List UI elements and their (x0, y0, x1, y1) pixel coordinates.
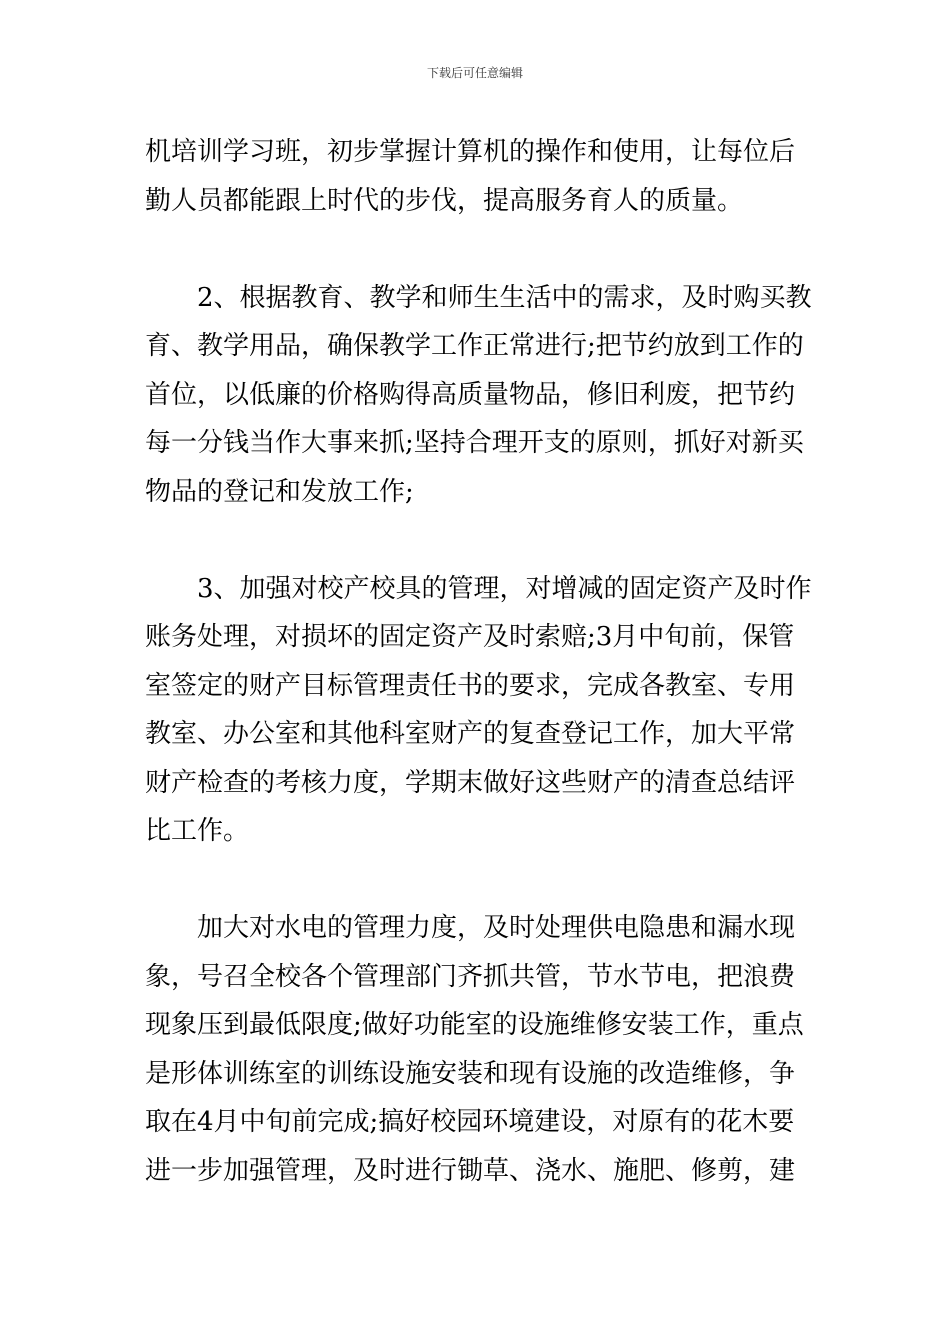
paragraph-4 (145, 904, 810, 1195)
text-line: 加大对水电的管理力度，及时处理供电隐患和漏水现 (197, 913, 796, 943)
text-line: 物品的登记和发放工作; (145, 476, 414, 507)
text-line: 育、教学用品，确保教学工作正常进行;把节约放到工作的 (145, 331, 804, 361)
page-header: 下载后可任意编辑 (426, 66, 523, 80)
text-line: 首位，以低廉的价格购得高质量物品，修旧利废，把节约 (145, 379, 796, 410)
paragraph-2 (145, 274, 810, 517)
text-line: 教室、办公室和其他科室财产的复查登记工作，加大平常 (145, 719, 796, 749)
paragraph-3 (145, 565, 810, 856)
paragraph-1 (145, 128, 810, 225)
document-body (145, 128, 810, 1195)
text-line: 机培训学习班，初步掌握计算机的操作和使用，让每位后 (145, 137, 796, 167)
text-line: 财产检查的考核力度，学期末做好这些财产的清查总结评 (145, 767, 796, 798)
text-line: 取在4月中旬前完成;搞好校园环境建设，对原有的花木要 (145, 1107, 795, 1137)
text-line: 每一分钱当作大事来抓;坚持合理开支的原则，抓好对新买 (145, 428, 804, 458)
text-line: 是形体训练室的训练设施安装和现有设施的改造维修，争 (145, 1058, 796, 1089)
text-line: 现象压到最低限度;做好功能室的设施维修安装工作，重点 (145, 1010, 804, 1040)
text-line: 进一步加强管理，及时进行锄草、浇水、施肥、修剪，建 (145, 1155, 796, 1186)
text-line: 勤人员都能跟上时代的步伐，提高服务育人的质量。 (145, 185, 744, 216)
text-line: 账务处理，对损坏的固定资产及时索赔;3月中旬前，保管 (145, 622, 795, 652)
text-line: 2、根据教育、教学和师生生活中的需求，及时购买教 (197, 282, 812, 313)
text-line: 3、加强对校产校具的管理，对增减的固定资产及时作 (197, 573, 812, 604)
text-line: 比工作。 (145, 816, 250, 846)
text-line: 室签定的财产目标管理责任书的要求，完成各教室、专用 (145, 670, 796, 701)
text-line: 象，号召全校各个管理部门齐抓共管，节水节电，把浪费 (145, 961, 796, 992)
